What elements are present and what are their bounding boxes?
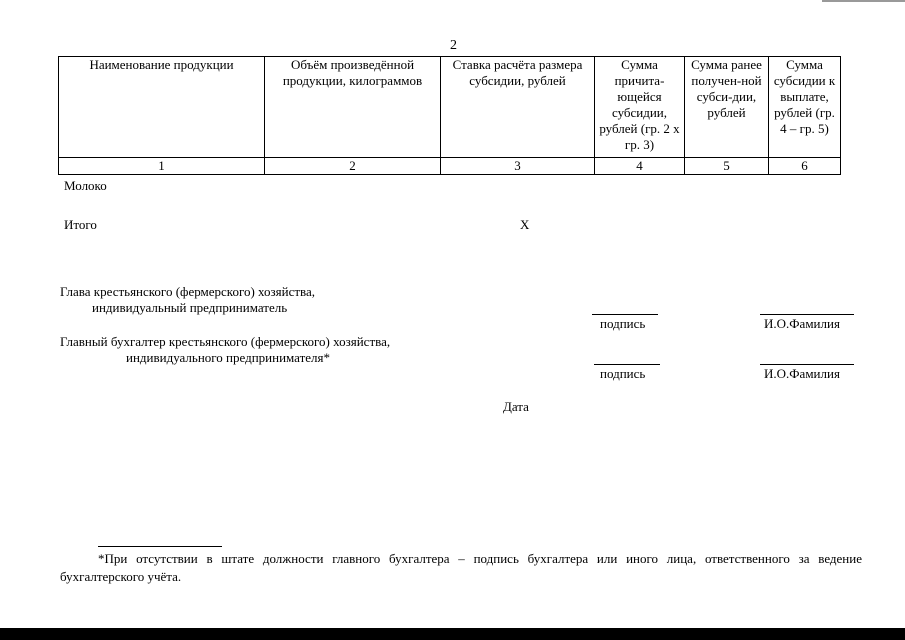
accountant-signature-caption: подпись	[600, 366, 646, 381]
page-number: 2	[450, 38, 457, 53]
column-number: 1	[59, 158, 265, 175]
footnote-separator	[98, 546, 222, 547]
scan-bottom-bar	[0, 628, 905, 640]
subsidy-table	[58, 56, 841, 175]
total-rate-mark: X	[520, 217, 530, 232]
row-total: Итого	[64, 217, 97, 232]
scan-mark	[822, 0, 905, 2]
column-number: 5	[685, 158, 769, 175]
head-signature-caption: подпись	[600, 316, 646, 331]
table-number-row	[59, 158, 841, 175]
header-due-amount: Сумма причита-ющейся субсидии, рублей (гр. 2 x гр. 3)	[595, 57, 685, 158]
accountant-signature-line	[594, 364, 660, 365]
column-number: 2	[265, 158, 441, 175]
footnote-text: *При отсутствии в штате должности главного бухгалтера – подпись бухгалтера или иного лица, ответственного за ведение бухгалтерского учёта.	[60, 551, 862, 584]
head-title-line1: Глава крестьянского (фермерского) хозяйства,	[60, 284, 316, 299]
head-name-caption: И.О.Фамилия	[764, 316, 840, 331]
head-name-line	[760, 314, 854, 315]
head-signature-line	[592, 314, 658, 315]
header-previous-amount: Сумма ранее получен-ной субси-дии, рублей	[685, 57, 769, 158]
header-rate: Ставка расчёта размера субсидии, рублей	[441, 57, 595, 158]
row-milk: Молоко	[64, 178, 107, 193]
accountant-name-caption: И.О.Фамилия	[764, 366, 840, 381]
column-number: 6	[769, 158, 841, 175]
header-product-name: Наименование продукции	[59, 57, 265, 158]
column-number: 4	[595, 158, 685, 175]
date-label: Дата	[503, 399, 529, 414]
column-number: 3	[441, 158, 595, 175]
header-volume: Объём произведённой продукции, килограммов	[265, 57, 441, 158]
accountant-title-line1: Главный бухгалтер крестьянского (фермерского) хозяйства,	[60, 334, 391, 349]
accountant-title-line2: индивидуального предпринимателя*	[126, 350, 331, 365]
table-header-row	[59, 57, 841, 158]
header-payable-amount: Сумма субсидии к выплате, рублей (гр. 4 – гр. 5)	[769, 57, 841, 158]
accountant-name-line	[760, 364, 854, 365]
head-title-line2: индивидуальный предприниматель	[92, 300, 288, 315]
